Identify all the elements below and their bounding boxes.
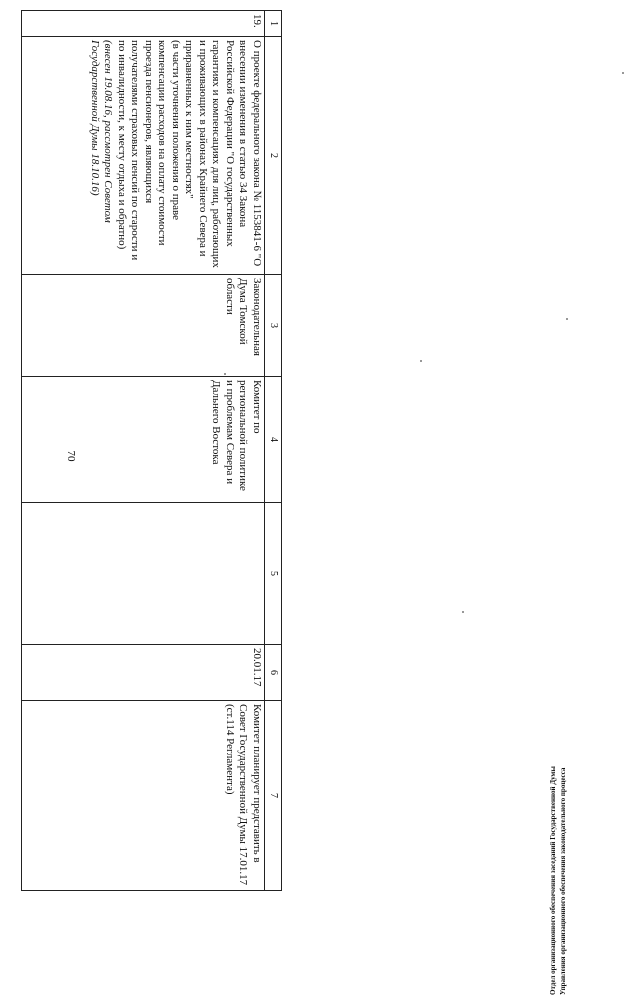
empty-cell <box>22 503 265 645</box>
bill-note: (в части уточнения положения о праве компенсации расходов на оплату стоимости проезда пенсионеров, являющихся получателями страховых пенсий по старости и по инвалидности, к месту отдыха и обратно) <box>116 40 182 261</box>
date-cell: 20.01.17 <box>22 645 265 701</box>
footer <box>548 555 582 995</box>
col-header-7: 7 <box>265 701 282 891</box>
col-header-6: 6 <box>265 645 282 701</box>
row-number: 19. <box>22 11 265 37</box>
header-row <box>265 11 282 891</box>
footer-line-2: Управления организационного обеспечения законодательного процесса <box>559 767 567 995</box>
footer-line-1: Отдел организационного обеспечения заседаний Государственной Думы <box>549 766 557 995</box>
bill-cell <box>22 37 265 275</box>
col-header-3: 3 <box>265 275 282 377</box>
bill-title: О проекте федерального закона № 1153841-6 "О внесении изменения в статью 34 Закона Российской Федерации "О государственных гарантиях и компенсациях для лиц, работающих и проживающих в районах Крайнего Севера и приравненных к ним местностях" <box>183 40 263 268</box>
col-header-1: 1 <box>265 11 282 37</box>
scan-speck <box>566 318 568 320</box>
bill-status: (внесен 19.08.16, рассмотрен Советом Государственной Думы 18.10.16) <box>89 40 115 223</box>
scan-speck <box>462 611 464 613</box>
col-header-2: 2 <box>265 37 282 275</box>
col-header-5: 5 <box>265 503 282 645</box>
scan-speck <box>622 72 624 74</box>
page-number: 70 <box>65 450 77 462</box>
table-row <box>22 11 265 891</box>
plan-cell: Комитет планирует представить в Совет Государственной Думы 17.01.17 (ст.114 Регламента) <box>22 701 265 891</box>
committee-cell: Комитет по региональной политике и проблемам Севера и Дальнего Востока <box>22 377 265 503</box>
col-header-4: 4 <box>265 377 282 503</box>
agenda-table <box>21 10 282 891</box>
scan-speck <box>420 360 422 362</box>
scan-speck <box>224 373 226 375</box>
initiator-cell: Законодательная Дума Томской области <box>22 275 265 377</box>
agenda-table-container <box>22 10 282 890</box>
